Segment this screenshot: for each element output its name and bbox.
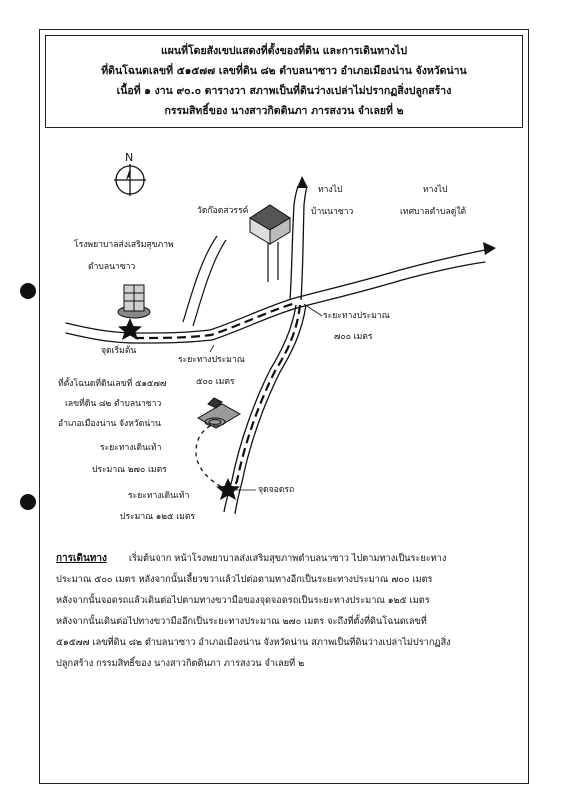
- title-line-4: กรรมสิทธิ์ของ นางสาวกิตตินภา ภารสงวน จำเลยที่ ๒: [164, 105, 404, 117]
- temple-label: วัดก๊อดสวรรค์: [197, 206, 249, 216]
- temple-building: [250, 205, 290, 244]
- walking-route: [196, 424, 228, 490]
- start-star-marker: [118, 318, 142, 340]
- road-north-label-2: บ้านนาซาว: [311, 207, 354, 217]
- leg2-label-1: ระยะทางประมาณ: [323, 311, 390, 321]
- title-line-2: ที่ดินโฉนดเลขที่ ๕๑๕๗๗ เลขที่ดิน ๘๒ ตำบลนาซาว อำเภอเมืองน่าน จังหวัดน่าน: [101, 65, 467, 77]
- description-line-4: หลังจากนั้นเดินต่อไปทางขวามืออีกเป็นระยะทางประมาณ ๒๗๐ เมตร จะถึงที่ตั้งที่ดินโฉนดเลขที่: [56, 616, 427, 627]
- east-road-arrow: [483, 242, 496, 255]
- title-line-1: แผนที่โดยสังเขปแสดงที่ตั้งของที่ดิน และการเดินทางไป: [161, 45, 407, 57]
- description-heading: การเดินทาง: [56, 553, 107, 564]
- road-north-label-1: ทางไป: [318, 185, 343, 195]
- road-east-label-2: เทศบาลตำบลดู่ใต้: [400, 207, 467, 217]
- hospital-building: [118, 285, 150, 318]
- land-site-label-2: เลขที่ดิน ๘๒ ตำบลนาซาว: [65, 399, 162, 409]
- description-line-2: ประมาณ ๕๐๐ เมตร หลังจากนั้นเลี้ยวขวาแล้วไปต่อตามทางอีกเป็นระยะทางประมาณ ๗๐๐ เมตร: [56, 574, 433, 585]
- description-line-3: หลังจากนั้นจอดรถแล้วเดินต่อไปตามทางขวามือของจุดจอดรถเป็นระยะทางประมาณ ๑๒๕ เมตร: [56, 595, 430, 606]
- land-site-label-1: ที่ตั้งโฉนดที่ดินเลขที่ ๕๑๕๗๗: [58, 379, 167, 389]
- north-road: [290, 186, 307, 300]
- west-branch-road: [183, 236, 226, 326]
- compass-north-label: N: [125, 151, 134, 164]
- walk1-label-2: ประมาณ ๒๗๐ เมตร: [92, 465, 167, 475]
- north-road-arrow: [297, 176, 308, 188]
- hospital-label-2: ตำบลนาซาว: [88, 262, 136, 272]
- description-line-1: การเดินทาง เริ่มต้นจาก หน้าโรงพยาบาลส่งเสริมสุขภาพตำบลนาซาว ไปตามทางเป็นระยะทาง: [56, 553, 447, 564]
- start-point-label: จุดเริ่มต้น: [101, 346, 137, 356]
- leg1-label-2: ๕๐๐ เมตร: [196, 377, 235, 387]
- description-line-6: ปลูกสร้าง กรรมสิทธิ์ของ นางสาวกิตตินภา ภารสงวน จำเลยที่ ๒: [56, 658, 305, 669]
- temple-road: [268, 240, 278, 282]
- land-site-label-3: อำเภอเมืองน่าน จังหวัดน่าน: [58, 419, 161, 429]
- hospital-label-1: โรงพยาบาลส่งเสริมสุขภาพ: [74, 240, 174, 250]
- road-east-label-1: ทางไป: [423, 185, 448, 195]
- walk2-label-2: ประมาณ ๑๒๕ เมตร: [120, 512, 196, 522]
- walk1-label-1: ระยะทางเดินเท้า: [100, 443, 162, 453]
- walk2-label-1: ระยะทางเดินเท้า: [128, 491, 190, 501]
- description-line-5: ๕๑๕๗๗ เลขที่ดิน ๘๒ ตำบลนาซาว อำเภอเมืองน่าน จังหวัดน่าน สภาพเป็นที่ดินว่างเปล่าไม่ปรากฏสิ่ง: [56, 637, 451, 648]
- leg1-label-1: ระยะทางประมาณ: [178, 355, 245, 365]
- leader-lines: [210, 304, 322, 490]
- leg2-label-2: ๗๐๐ เมตร: [334, 332, 373, 342]
- travel-description: [56, 548, 516, 674]
- parking-label: จุดจอดรถ: [258, 485, 295, 495]
- title-line-3: เนื้อที่ ๑ งาน ๙๐.๐ ตารางวา สภาพเป็นที่ดินว่างเปล่าไม่ปรากฏสิ่งปลูกสร้าง: [116, 85, 452, 97]
- land-site-symbol: [198, 398, 240, 428]
